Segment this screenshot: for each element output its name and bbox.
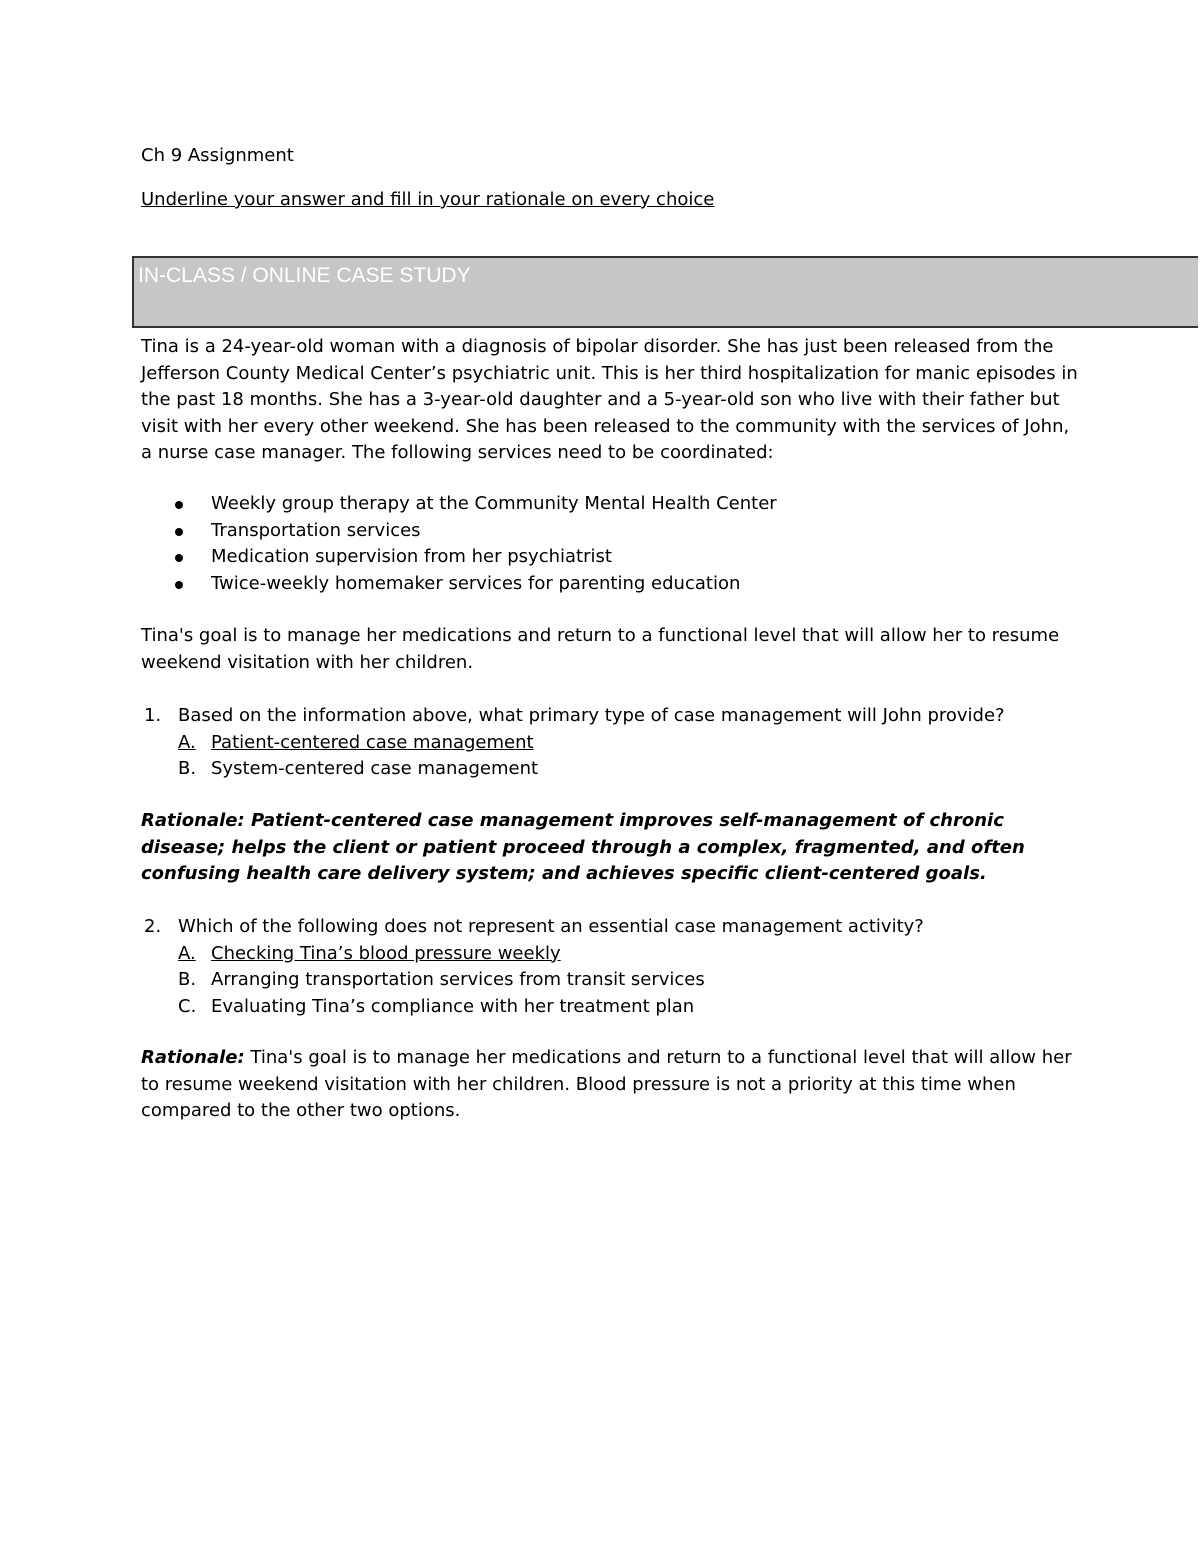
goal-paragraph: Tina's goal is to manage her medications and return to a functional level that will allow her to resume weekend visitation with her children.: [141, 625, 1060, 673]
list-item: [141, 518, 777, 545]
question-stem: Which of the following does not represent an essential case management activity?: [178, 916, 924, 937]
service-text: Medication supervision from her psychiatrist: [211, 546, 612, 567]
option-text: Evaluating Tina’s compliance with her treatment plan: [211, 995, 695, 1017]
option-letter: A.: [178, 731, 196, 753]
option-text: Arranging transportation services from transit services: [211, 969, 705, 990]
service-text: Weekly group therapy at the Community Mental Health Center: [211, 493, 777, 514]
question-number: 1.: [144, 705, 162, 726]
option-letter: B.: [178, 969, 197, 990]
bullet-icon: [175, 554, 183, 562]
bullet-icon: [175, 528, 183, 536]
option-letter: A.: [178, 942, 196, 964]
rationale-text: Tina's goal is to manage her medications and return to a functional level that will allow her to resume weekend visitation with her children. Blood pressure is not a priority at this time when compared to the other two options.: [141, 1047, 1072, 1121]
case-intro-paragraph: Tina is a 24-year-old woman with a diagnosis of bipolar disorder. She has just been released from the Jefferson County Medical Center’s psychiatric unit. This is her third hospitalization for manic episodes in the past 18 months. She has a 3-year-old daughter and a 5-year-old son who live with their father but visit with her every other weekend. She has been released to the community with the services of John, a nurse case manager. The following services need to be coordinated:: [141, 336, 1078, 463]
question-1-stem-row: [141, 703, 1005, 730]
option-text: Patient-centered case management: [211, 731, 534, 753]
answer-option-a[interactable]: [141, 730, 1005, 757]
bullet-icon: [175, 581, 183, 589]
instructions-text: Underline your answer and fill in your rationale on every choice: [141, 189, 715, 210]
case-study-banner: [132, 256, 1198, 328]
service-text: Twice-weekly homemaker services for parenting education: [211, 572, 741, 594]
rationale-label: Rationale:: [141, 1047, 245, 1068]
question-2-stem-row: [141, 914, 924, 941]
option-letter: C.: [178, 995, 197, 1017]
question-stem: Based on the information above, what primary type of case management will John provide?: [178, 705, 1005, 726]
service-text: Transportation services: [211, 519, 421, 541]
answer-option-b[interactable]: [141, 756, 1005, 783]
banner-title: IN-CLASS / ONLINE CASE STUDY: [138, 264, 471, 287]
answer-option-c[interactable]: [141, 994, 924, 1021]
question-number: 2.: [144, 916, 162, 937]
option-letter: B.: [178, 758, 197, 779]
rationale-1: [141, 808, 1081, 888]
question-2: [141, 914, 924, 1020]
rationale-2: [141, 1045, 1081, 1125]
rationale-label: Rationale:: [141, 810, 245, 831]
services-list: [141, 491, 777, 597]
list-item: [141, 571, 777, 598]
bullet-icon: [175, 501, 183, 509]
rationale-text: Patient-centered case management improves self-management of chronic disease; helps the client or patient proceed through a complex, fragmented, and often confusing health care delivery system; and achieves specific client-centered goals.: [141, 810, 1025, 884]
answer-option-b[interactable]: [141, 967, 924, 994]
list-item: [141, 544, 777, 571]
document-title: Ch 9 Assignment: [141, 145, 294, 166]
list-item: [141, 491, 777, 518]
option-text: Checking Tina’s blood pressure weekly: [211, 942, 561, 964]
option-text: System-centered case management: [211, 758, 539, 779]
question-1: [141, 703, 1005, 783]
answer-option-a[interactable]: [141, 941, 924, 968]
